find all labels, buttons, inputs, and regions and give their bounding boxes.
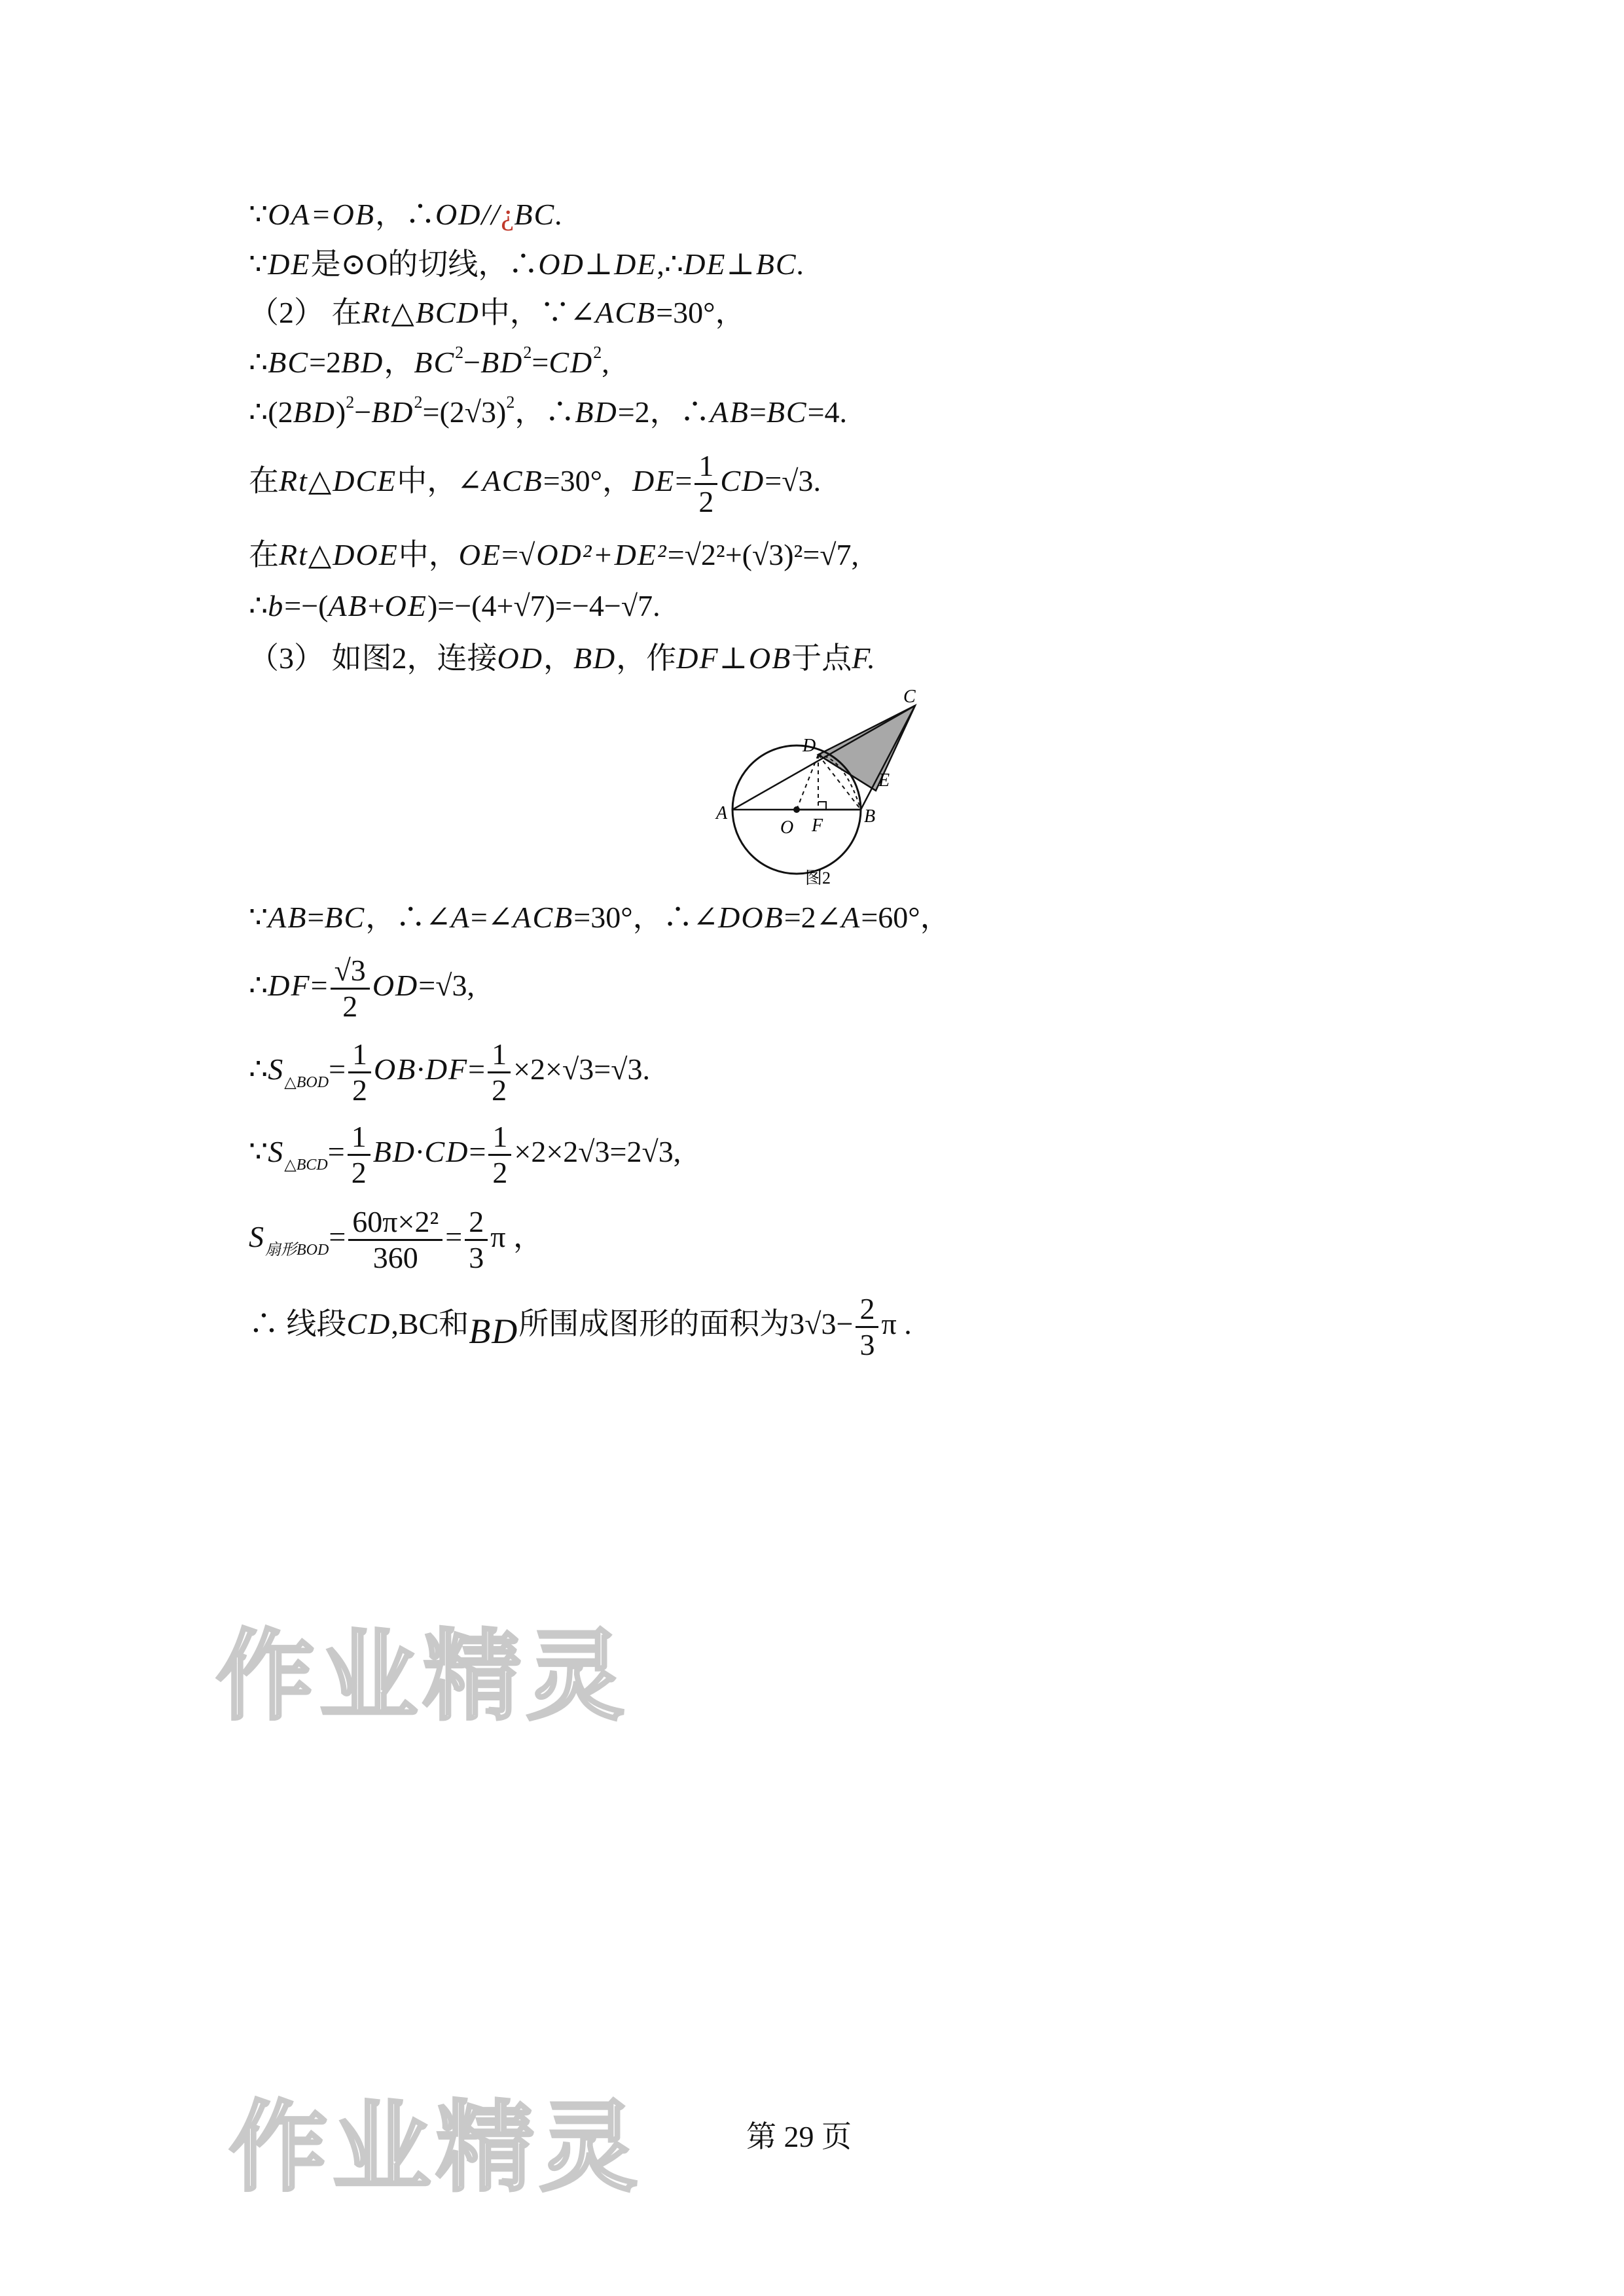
text: = (749, 395, 767, 429)
text: π ， (490, 1220, 543, 1253)
solution-line-1 (249, 195, 564, 234)
math: CD (346, 1307, 391, 1340)
segment-od (797, 755, 818, 810)
solution-line-13 (249, 1113, 681, 1191)
exponent: 2 (414, 393, 423, 412)
subscript: 扇形BOD (265, 1242, 329, 1259)
sqrt: √2²+(√3)² (684, 538, 803, 571)
text: 中， (398, 538, 459, 571)
sqrt: √7 (820, 538, 852, 571)
text: 是⊙O的切线，∴ (310, 247, 539, 281)
math: BC (324, 901, 366, 934)
math: DE⊥BC. (683, 247, 806, 281)
math: F. (852, 641, 876, 675)
text: 中，∠ (397, 464, 482, 497)
fraction (465, 1205, 488, 1275)
sqrt: √7 (513, 589, 545, 622)
math: DOB (718, 901, 784, 934)
text: = (307, 901, 325, 934)
text: 所围成图形的面积为3 (518, 1307, 805, 1340)
text: = (667, 538, 685, 571)
math: OE (384, 589, 427, 622)
geometry-figure (707, 686, 929, 902)
sqrt: √3 (804, 1307, 837, 1340)
denominator: 2 (492, 1073, 507, 1107)
fraction (331, 954, 370, 1024)
numerator: 1 (488, 1037, 511, 1073)
solution-line-7 (249, 535, 859, 575)
solution-line-15 (249, 1283, 912, 1363)
solution-line-4 (249, 343, 609, 382)
text: ∴ (249, 969, 268, 1002)
text: ,∴ (657, 247, 684, 281)
text: =2 (609, 1135, 642, 1168)
text: = (594, 1052, 611, 1086)
math: CD (549, 346, 594, 379)
math: OA=OB (268, 198, 375, 231)
math: Rt△BCD (361, 296, 480, 329)
math: ACB (513, 901, 574, 934)
math: BC (268, 346, 310, 379)
right-angle-mark (818, 802, 826, 810)
math: BC (766, 395, 808, 429)
text: ) (496, 395, 507, 429)
text: ∴(2 (249, 395, 293, 429)
math: ACB (482, 464, 543, 497)
sqrt: √3 (641, 1135, 674, 1168)
text: − (463, 346, 481, 379)
text: ，∴ (514, 395, 575, 429)
sqrt: √3 (611, 1052, 643, 1086)
text: = (310, 969, 328, 1002)
math: BD (371, 395, 414, 429)
garbled-char: ¿ (500, 198, 514, 231)
solution-line-6 (249, 445, 821, 519)
solution-line-9 (249, 639, 876, 678)
text: =2 (309, 346, 342, 379)
sqrt: √3 (435, 969, 467, 1002)
text: =−( (284, 589, 329, 622)
text: = (765, 464, 782, 497)
text: ，∴ (374, 198, 435, 231)
denominator: 2 (342, 989, 358, 1023)
solution-line-14 (249, 1198, 543, 1276)
math: BC (414, 346, 456, 379)
text: . (653, 589, 660, 622)
text: )=−(4+ (427, 589, 514, 622)
math: Rt△DCE (279, 464, 397, 497)
watermark-2: 作业精灵 (229, 2091, 643, 2205)
text: = (445, 1220, 463, 1253)
solution-line-3 (249, 293, 746, 332)
math: BD (573, 641, 617, 675)
text: （3） 如图2，连接 (249, 641, 497, 675)
text: 在 (249, 538, 279, 571)
fraction (856, 1292, 878, 1362)
fraction (488, 1037, 511, 1107)
label-c: C (903, 687, 916, 707)
text: = (675, 464, 693, 497)
denominator: 2 (352, 1073, 368, 1107)
text: ，作 (616, 641, 677, 675)
text: = (803, 538, 820, 571)
exponent: 2 (593, 343, 602, 362)
sqrt: √7 (621, 589, 653, 622)
text: =2，∴ (617, 395, 710, 429)
text: ， (543, 641, 573, 675)
text: )=−4− (545, 589, 621, 622)
text: ∴ (249, 1052, 268, 1086)
text: ，∴∠ (365, 901, 451, 934)
math: A (841, 901, 861, 934)
text: ∴ (249, 589, 268, 622)
denominator: 360 (372, 1240, 418, 1274)
because-symbol: ∵ (249, 247, 268, 281)
math: AB (710, 395, 749, 429)
exponent: 2 (523, 343, 532, 362)
subscript: △BCD (284, 1157, 328, 1174)
text: ,BC和 (391, 1307, 469, 1340)
math: CD (720, 464, 765, 497)
because-symbol: ∵ (249, 198, 268, 231)
arc-bd-label: BD (469, 1312, 519, 1351)
text: = (327, 1135, 345, 1168)
math: S (268, 1135, 285, 1168)
math: OD (497, 641, 543, 675)
text: =30°， (656, 296, 746, 329)
fraction (695, 449, 717, 519)
numerator: 1 (348, 1037, 371, 1073)
math: DE (268, 247, 311, 281)
exponent: 2 (346, 393, 355, 412)
math: BD (293, 395, 336, 429)
math: BD·CD (372, 1135, 469, 1168)
sqrt: √OD²+DE² (518, 538, 668, 571)
text: =2∠ (784, 901, 842, 934)
fraction (348, 1205, 442, 1275)
fraction (488, 1120, 511, 1190)
center-point (793, 806, 800, 813)
text: =30°， (543, 464, 633, 497)
solution-line-2 (249, 245, 806, 284)
shaded-region (818, 706, 915, 791)
numerator: 2 (465, 1205, 488, 1241)
text: 于点 (791, 641, 852, 675)
label-e: E (878, 770, 890, 791)
text: , (467, 969, 475, 1002)
text: . (813, 464, 821, 497)
math: S (249, 1220, 265, 1253)
math: ACB (595, 296, 657, 329)
text: − (354, 395, 372, 429)
figure-caption: 图2 (805, 869, 831, 888)
math: Rt△DOE (279, 538, 399, 571)
text: =60°， (861, 901, 950, 934)
text: 在 (249, 464, 279, 497)
text: ) (335, 395, 346, 429)
text: + (367, 589, 385, 622)
text: 中，∵∠ (479, 296, 596, 329)
math: BD (575, 395, 618, 429)
subscript: △BOD (284, 1074, 329, 1091)
sqrt: √3 (464, 395, 497, 429)
solution-line-10 (249, 898, 950, 937)
fraction (348, 1120, 370, 1190)
text: ×2× (513, 1052, 562, 1086)
exponent: 2 (506, 393, 515, 412)
solution-line-11 (249, 946, 475, 1025)
text: , (602, 346, 609, 379)
text: =30°，∴∠ (573, 901, 719, 934)
math: OD (372, 969, 419, 1002)
numerator: 1 (348, 1120, 370, 1156)
solution-line-8 (249, 586, 660, 626)
text: =4. (807, 395, 848, 429)
text: ∴ (249, 346, 268, 379)
numerator: 1 (695, 449, 717, 485)
numerator: √3 (331, 954, 370, 990)
math: BC. (514, 198, 564, 231)
text: ， (384, 346, 414, 379)
text: = (532, 346, 549, 379)
text: . (642, 1052, 650, 1086)
text: ∵ (249, 1135, 268, 1168)
math: DF (268, 969, 311, 1002)
math: BD (341, 346, 384, 379)
solution-line-12 (249, 1030, 650, 1109)
exponent: 2 (455, 343, 464, 362)
math: b (268, 589, 285, 622)
denominator: 2 (492, 1155, 508, 1189)
text: = (468, 1052, 486, 1086)
text: ∴ 线段 (249, 1307, 347, 1340)
text: = (501, 538, 519, 571)
label-b: B (864, 806, 876, 827)
text: =(2 (422, 395, 465, 429)
math: OE (458, 538, 502, 571)
label-o: O (780, 817, 794, 838)
text: = (469, 1135, 486, 1168)
sqrt: √3 (578, 1135, 610, 1168)
page-number: 第 29 页 (746, 2120, 852, 2153)
fraction (348, 1037, 371, 1107)
text: π . (881, 1307, 912, 1340)
numerator: 2 (856, 1292, 878, 1328)
text: = (329, 1052, 346, 1086)
text: − (836, 1307, 854, 1340)
numerator: 1 (488, 1120, 511, 1156)
text: =∠ (470, 901, 513, 934)
label-d: D (803, 736, 816, 756)
sqrt: √3 (782, 464, 814, 497)
math: DE (632, 464, 676, 497)
watermark-1: 作业精灵 (216, 1620, 630, 1734)
text: ×2×2 (514, 1135, 579, 1168)
text: = (329, 1220, 346, 1253)
solution-line-5 (249, 393, 847, 432)
math: AB (328, 589, 368, 622)
label-a: A (716, 803, 728, 823)
denominator: 2 (351, 1155, 367, 1189)
text: , (851, 538, 859, 571)
sqrt: √3 (562, 1052, 594, 1086)
label-f: F (812, 816, 823, 836)
math: OD⊥DE (538, 247, 657, 281)
text: （2） 在 (249, 296, 362, 329)
math: A (450, 901, 471, 934)
math: AB (268, 901, 308, 934)
math: DF⊥OB (676, 641, 792, 675)
denominator: 3 (469, 1240, 484, 1274)
text: , (673, 1135, 681, 1168)
denominator: 3 (859, 1327, 875, 1361)
math: S (268, 1052, 285, 1086)
math: OB·DF (374, 1052, 469, 1086)
denominator: 2 (698, 484, 714, 518)
text: ∵ (249, 901, 268, 934)
math: OD// (435, 198, 501, 231)
numerator: 60π×2² (348, 1205, 442, 1241)
text: = (418, 969, 436, 1002)
math: BD (480, 346, 524, 379)
